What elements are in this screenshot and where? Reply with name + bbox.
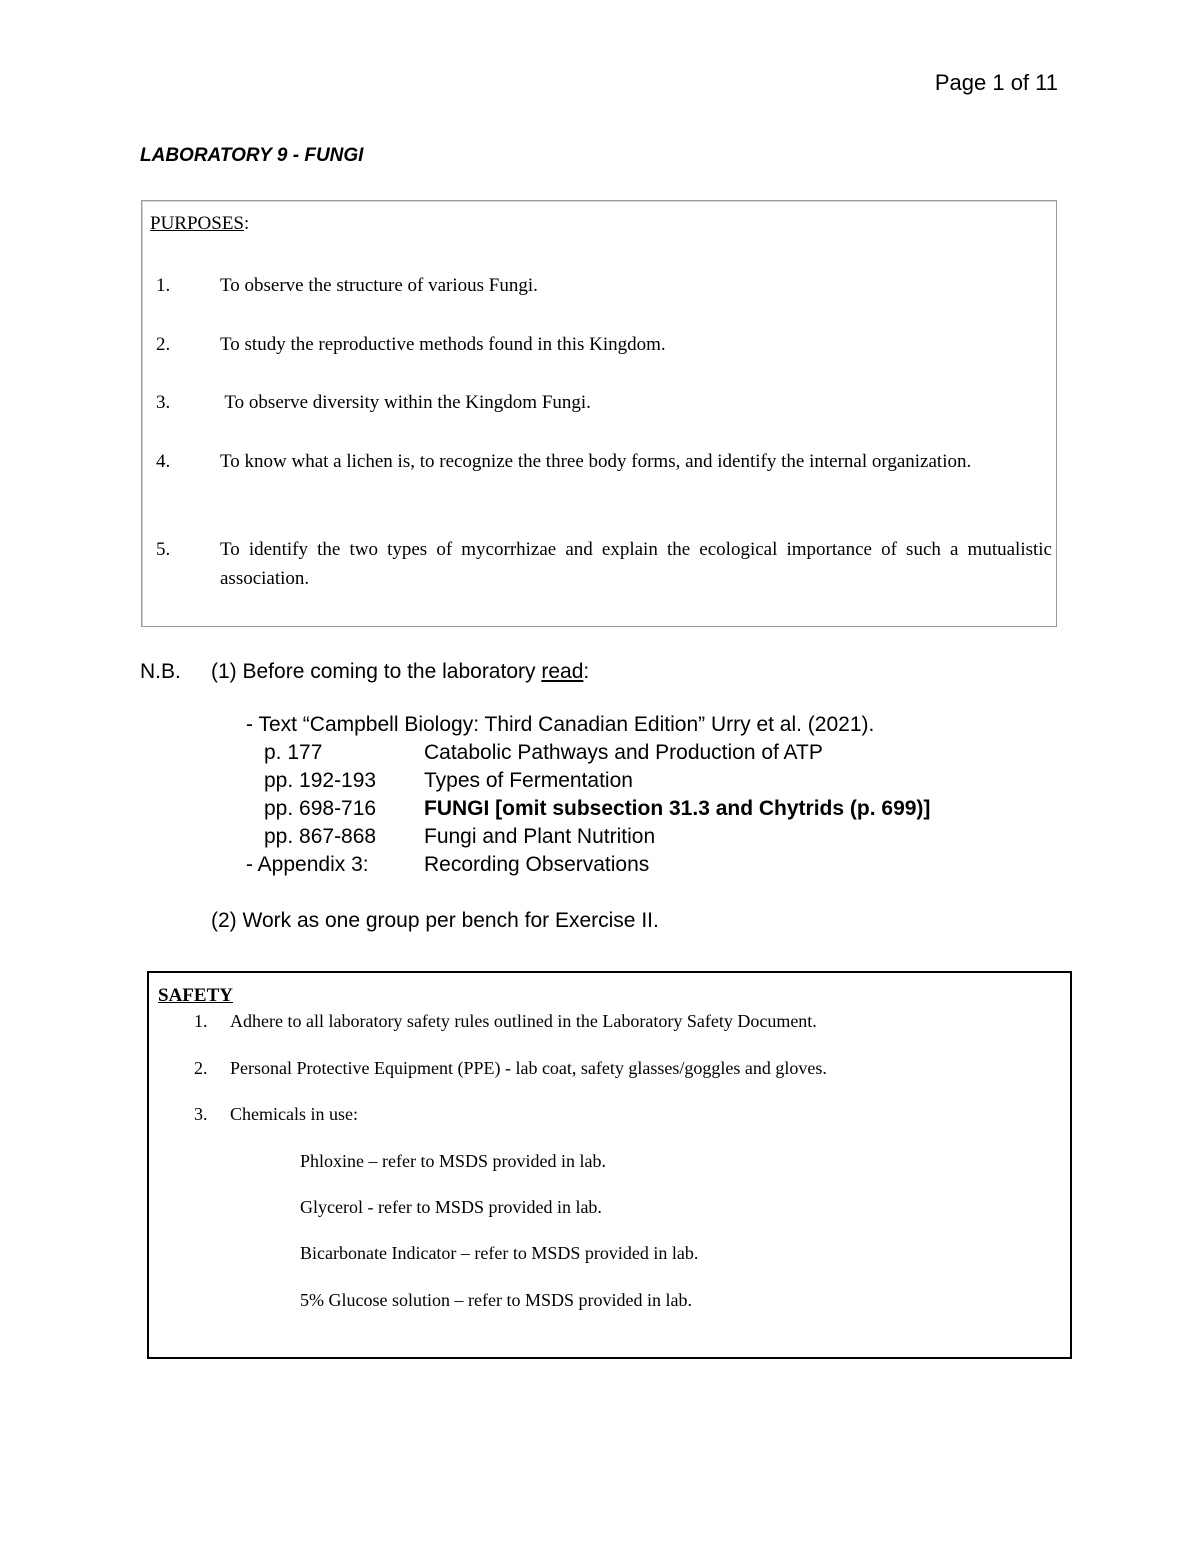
chemical-item: Bicarbonate Indicator – refer to MSDS provided in lab. xyxy=(300,1243,699,1263)
purpose-number: 5. xyxy=(156,539,171,560)
safety-text: Chemicals in use: xyxy=(230,1104,358,1124)
reading-pages: pp. 867-868 xyxy=(264,825,377,848)
nb-item-1 xyxy=(211,658,589,686)
safety-number: 3. xyxy=(194,1104,208,1124)
purpose-text: To identify the two types of mycorrhizae and explain the ecological importance of such a mutualistic association. xyxy=(220,539,1052,589)
chemical-item: Glycerol - refer to MSDS provided in lab. xyxy=(300,1197,602,1217)
chemical-item: 5% Glucose solution – refer to MSDS provided in lab. xyxy=(300,1290,692,1310)
purposes-heading xyxy=(150,213,249,235)
purpose-text: To observe the structure of various Fungi. xyxy=(220,275,538,296)
purpose-text: To observe diversity within the Kingdom Fungi. xyxy=(220,392,591,413)
safety-number: 1. xyxy=(194,1011,208,1031)
safety-text: Personal Protective Equipment (PPE) - lab coat, safety glasses/goggles and gloves. xyxy=(230,1058,827,1078)
purposes-box xyxy=(141,200,1057,627)
safety-heading: SAFETY xyxy=(158,985,233,1006)
lab-title: LABORATORY 9 - FUNGI xyxy=(140,145,364,166)
purpose-item xyxy=(156,447,1052,476)
reading-topic: Types of Fermentation xyxy=(424,769,633,792)
purpose-number: 1. xyxy=(156,275,171,296)
purpose-number: 4. xyxy=(156,451,171,472)
safety-text: Adhere to all laboratory safety rules outlined in the Laboratory Safety Document. xyxy=(230,1011,817,1031)
nb-read-word: read xyxy=(541,660,584,683)
purpose-item xyxy=(156,271,1052,300)
purpose-number: 3. xyxy=(156,392,171,413)
reading-topic: Catabolic Pathways and Production of ATP xyxy=(424,741,823,764)
purposes-heading-text: PURPOSES xyxy=(150,213,244,234)
purposes-heading-colon: : xyxy=(244,213,250,234)
nb-item-2: (2) Work as one group per bench for Exercise II. xyxy=(211,909,659,932)
reading-topic: FUNGI [omit subsection 31.3 and Chytrids (p. 699)] xyxy=(424,797,931,820)
purpose-item xyxy=(156,388,1052,417)
safety-number: 2. xyxy=(194,1058,208,1078)
reading-pages: pp. 698-716 xyxy=(264,797,377,820)
purpose-text: To study the reproductive methods found in this Kingdom. xyxy=(220,334,666,355)
appendix-topic: Recording Observations xyxy=(424,853,650,876)
purpose-item xyxy=(156,535,1052,593)
nb-label: N.B. xyxy=(140,660,181,683)
nb-item-1-suffix: : xyxy=(583,660,590,683)
purpose-number: 2. xyxy=(156,334,171,355)
chemical-item: Phloxine – refer to MSDS provided in lab. xyxy=(300,1151,606,1171)
safety-box xyxy=(147,971,1072,1359)
reading-pages: pp. 192-193 xyxy=(264,769,377,792)
text-reference: - Text “Campbell Biology: Third Canadian Edition” Urry et al. (2021). xyxy=(246,713,875,736)
reading-pages: p. 177 xyxy=(264,741,323,764)
reading-topic: Fungi and Plant Nutrition xyxy=(424,825,656,848)
page-number: Page 1 of 11 xyxy=(934,70,1058,95)
purpose-text: To know what a lichen is, to recognize the three body forms, and identify the internal organization. xyxy=(220,451,972,472)
appendix-label: - Appendix 3: xyxy=(246,853,369,876)
purpose-item xyxy=(156,330,1052,359)
nb-item-1-prefix: (1) Before coming to the laboratory xyxy=(211,660,542,683)
